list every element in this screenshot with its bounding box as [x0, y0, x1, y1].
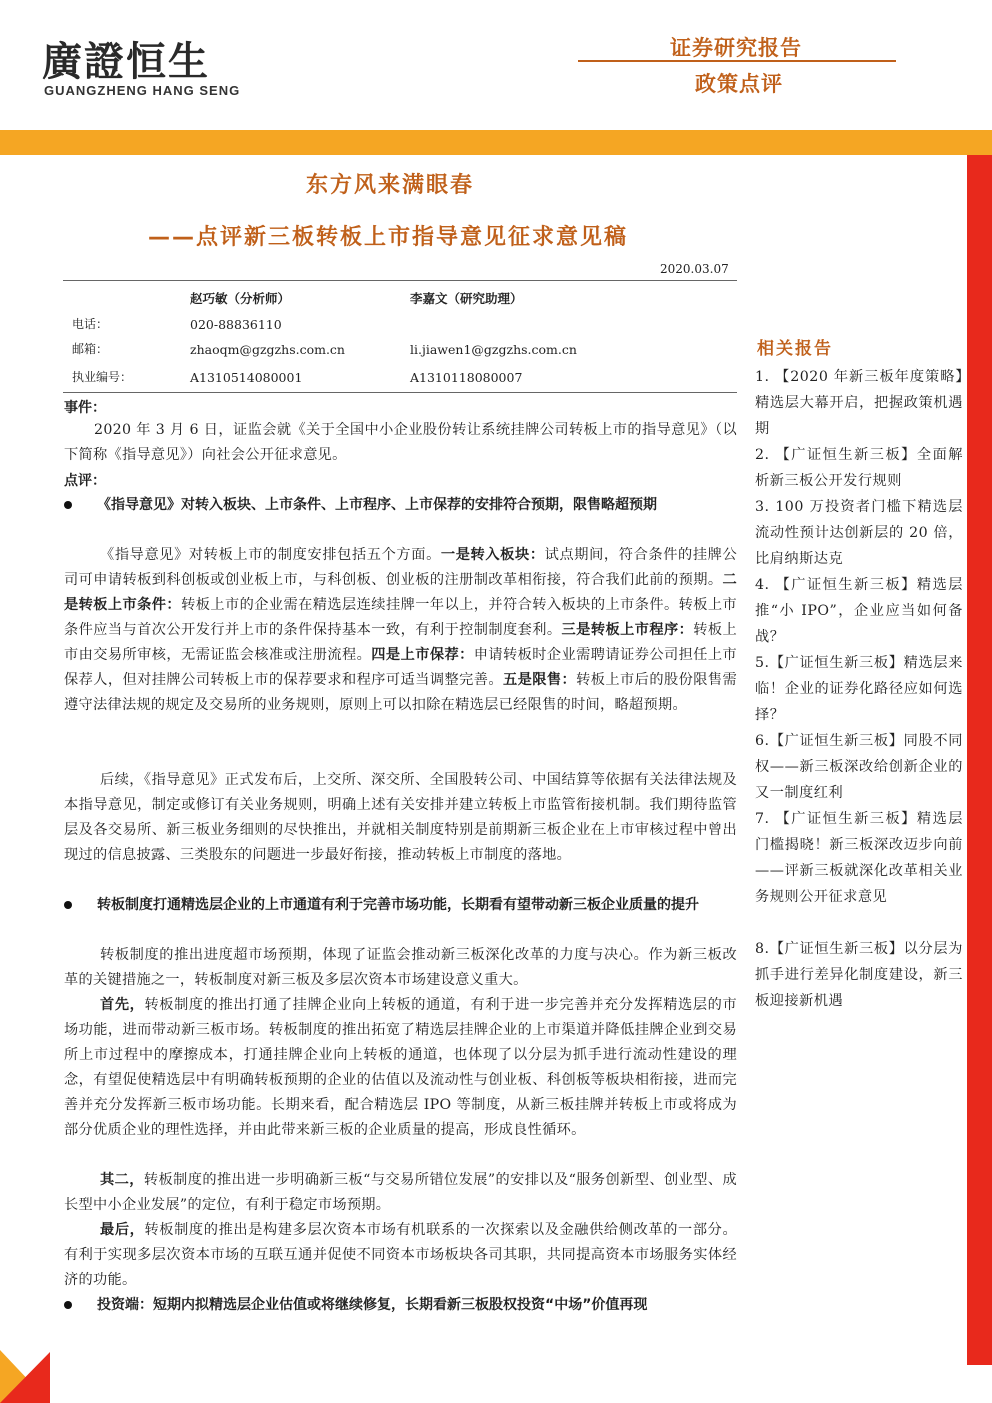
sub-title: ——点评新三板转板上市指导意见征求意见稿	[148, 225, 629, 250]
related-report-2[interactable]: 2. 【广证恒生新三板】全面解析新三板公开发行规则	[755, 447, 963, 489]
main-title: 东方风来满眼春	[306, 173, 475, 198]
related-report-4[interactable]: 4. 【广证恒生新三板】精选层推“小 IPO”，企业应当如何备战？	[755, 577, 963, 645]
related-report-3[interactable]: 3. 100 万投资者门槛下精选层流动性预计达创新层的 20 倍，比肩纳斯达克	[755, 499, 963, 567]
bullet-1	[64, 501, 72, 509]
event-paragraph: 2020 年 3 月 6 日，证监会就《关于全国中小企业股份转让系统挂牌公司转板上市的指导意见》（以下简称《指导意见》）向社会公开征求意见。	[64, 422, 737, 463]
logo-english: GUANGZHENG HANG SENG	[44, 83, 241, 98]
paragraph-2: 后续，《指导意见》正式发布后，上交所、深交所、全国股转公司、中国结算等依据有关法律法规及本指导意见，制定或修订有关业务规则，明确上述有关安排并建立转板上市监管衔接机制。我们期待监管层及各交易所、新三板业务细则的尽快推出，并就相关制度特别是前期新三板企业在上市审核过程中曾出现过的信息披露、三类股东的问题进一步最好衔接，推动转板上市制度的落地。	[64, 772, 737, 863]
p1-bold-3: 三是转板上市程序：	[561, 622, 694, 638]
author1-cert: A1310514080001	[190, 370, 303, 385]
p1-text-f: 申请转板时企业需聘请证券公司担任上市保荐人，但对挂牌公司转板上市的保荐要求和程序可适当调整完善。	[64, 647, 737, 688]
author1-name: 赵巧敏（分析师）	[190, 291, 291, 306]
related-report-1[interactable]: 1. 【2020 年新三板年度策略】精选层大幕开启，把握政策机遇期	[755, 369, 963, 437]
author2-name: 李嘉文（研究助理）	[410, 291, 523, 306]
paragraph-5	[64, 1168, 737, 1218]
author2-email[interactable]: li.jiawen1@gzgzhs.com.cn	[410, 342, 577, 357]
related-report-6[interactable]: 6.【广证恒生新三板】同股不同权——新三板深改给创新企业的又一制度红利	[755, 733, 963, 801]
phone-label: 电话：	[72, 317, 109, 331]
paragraph-4	[64, 993, 737, 1143]
orange-header-band	[0, 130, 992, 155]
related-report-7[interactable]: 7. 【广证恒生新三板】精选层门槛揭晓！新三板深改迈步向前——评新三板就深化改革相关业务规则公开征求意见	[755, 811, 963, 905]
bullet-2	[64, 901, 72, 909]
logo-chinese: 廣證恒生	[42, 39, 210, 85]
bullet-heading-1: 《指导意见》对转入板块、上市条件、上市程序、上市保荐的安排符合预期，限售略超预期	[97, 497, 657, 513]
related-report-5[interactable]: 5.【广证恒生新三板】精选层来临！企业的证券化路径应如何选择？	[755, 655, 963, 723]
p1-text-d: 转板上市的企业需在精选层连续挂牌一年以上，并符合转入板块的上市条件。转板上市条件应当与首次公开发行并上市的条件保持基本一致，有利于控制制度套利。	[64, 597, 738, 638]
p6-text: 转板制度的推出是构建多层次资本市场有机联系的一次探索以及金融供给侧改革的一部分。有利于实现多层次资本市场的互联互通并促使不同资本市场板块各司其职，共同提高资本市场服务实体经济的功能。	[64, 1222, 737, 1288]
bullet-heading-3: 投资端：短期内拟精选层企业估值或将继续修复，长期看新三板股权投资“中场”价值再现	[97, 1297, 648, 1313]
report-date: 2020.03.07	[660, 262, 729, 276]
p5-text: 转板制度的推出进一步明确新三板“与交易所错位发展”的安排以及“服务创新型、创业型、成长型中小企业发展”的定位，有利于稳定市场预期。	[64, 1172, 737, 1213]
related-report-8[interactable]: 8.【广证恒生新三板】以分层为抓手进行差异化制度建设，新三板迎接新机遇	[755, 941, 963, 1009]
p1-text-a: 《指导意见》对转板上市的制度安排包括五个方面。	[100, 547, 441, 563]
p1-bold-5: 五是限售：	[502, 672, 577, 688]
p1-text-c: 试点期间，符合条件的挂牌公司可申请转板到科创板或创业板上市，与科创板、创业板的注册制改革相衔接，符合我们此前的预期。	[64, 547, 737, 588]
author1-email[interactable]: zhaoqm@gzgzhs.com.cn	[190, 342, 345, 357]
red-side-band	[967, 155, 992, 1365]
p1-text-e: 转板上市由交易所审核，无需证监会核准或注册流程。	[64, 622, 738, 663]
paragraph-6	[64, 1218, 737, 1293]
p4-bold: 首先，	[100, 997, 145, 1013]
corner-decoration	[0, 1350, 50, 1403]
info-divider	[63, 392, 737, 393]
cert-label: 执业编号：	[72, 370, 133, 384]
p1-text-g: 转板上市后的股份限售需遵守法律法规的规定及交易所的业务规则，原则上可以扣除在精选层已经限售的时间，略超预期。	[64, 672, 737, 713]
p1-bold-1: 一是转入板块：	[440, 547, 545, 563]
report-subtype: 政策点评	[695, 72, 783, 96]
report-type: 证券研究报告	[670, 36, 802, 60]
p1-bold-2: 二是转板上市条件：	[64, 572, 737, 613]
p5-bold: 其二，	[100, 1172, 144, 1188]
related-reports-title: 相关报告	[757, 339, 833, 359]
paragraph-3: 转板制度的推出进度超市场预期，体现了证监会推动新三板深化改革的力度与决心。作为新三板改革的关键措施之一，转板制度对新三板及多层次资本市场建设意义重大。	[64, 947, 737, 988]
event-label: 事件：	[64, 400, 106, 416]
author1-phone: 020-88836110	[190, 317, 282, 332]
p6-bold: 最后，	[100, 1222, 145, 1238]
header-divider	[578, 60, 896, 62]
email-label: 邮箱：	[72, 342, 109, 356]
p4-text: 转板制度的推出打通了挂牌企业向上转板的通道，有利于进一步完善并充分发挥精选层的市场功能，进而带动新三板市场。转板制度的推出拓宽了精选层挂牌企业的上市渠道并降低挂牌企业到交易所上市过程中的摩擦成本，打通挂牌企业向上转板的通道，也体现了以分层为抓手进行流动性建设的理念，有望促使精选层中有明确转板预期的企业的估值以及流动性与创业板、科创板等板块相衔接，进而完善并充分发挥新三板市场功能。长期来看，配合精选层 IPO 等制度，从新三板挂牌并转板上市或将成为部分优质企业的理性选择，并由此带来新三板的企业质量的提高，形成良性循环。	[64, 997, 737, 1138]
author2-cert: A1310118080007	[410, 370, 523, 385]
p1-bold-4: 四是上市保荐：	[371, 647, 474, 663]
bullet-heading-2: 转板制度打通精选层企业的上市通道有利于完善市场功能，长期看有望带动新三板企业质量的提升	[97, 897, 699, 913]
date-divider	[63, 280, 737, 281]
comment-label: 点评：	[64, 473, 106, 489]
bullet-3	[64, 1301, 72, 1309]
paragraph-1	[64, 543, 737, 718]
